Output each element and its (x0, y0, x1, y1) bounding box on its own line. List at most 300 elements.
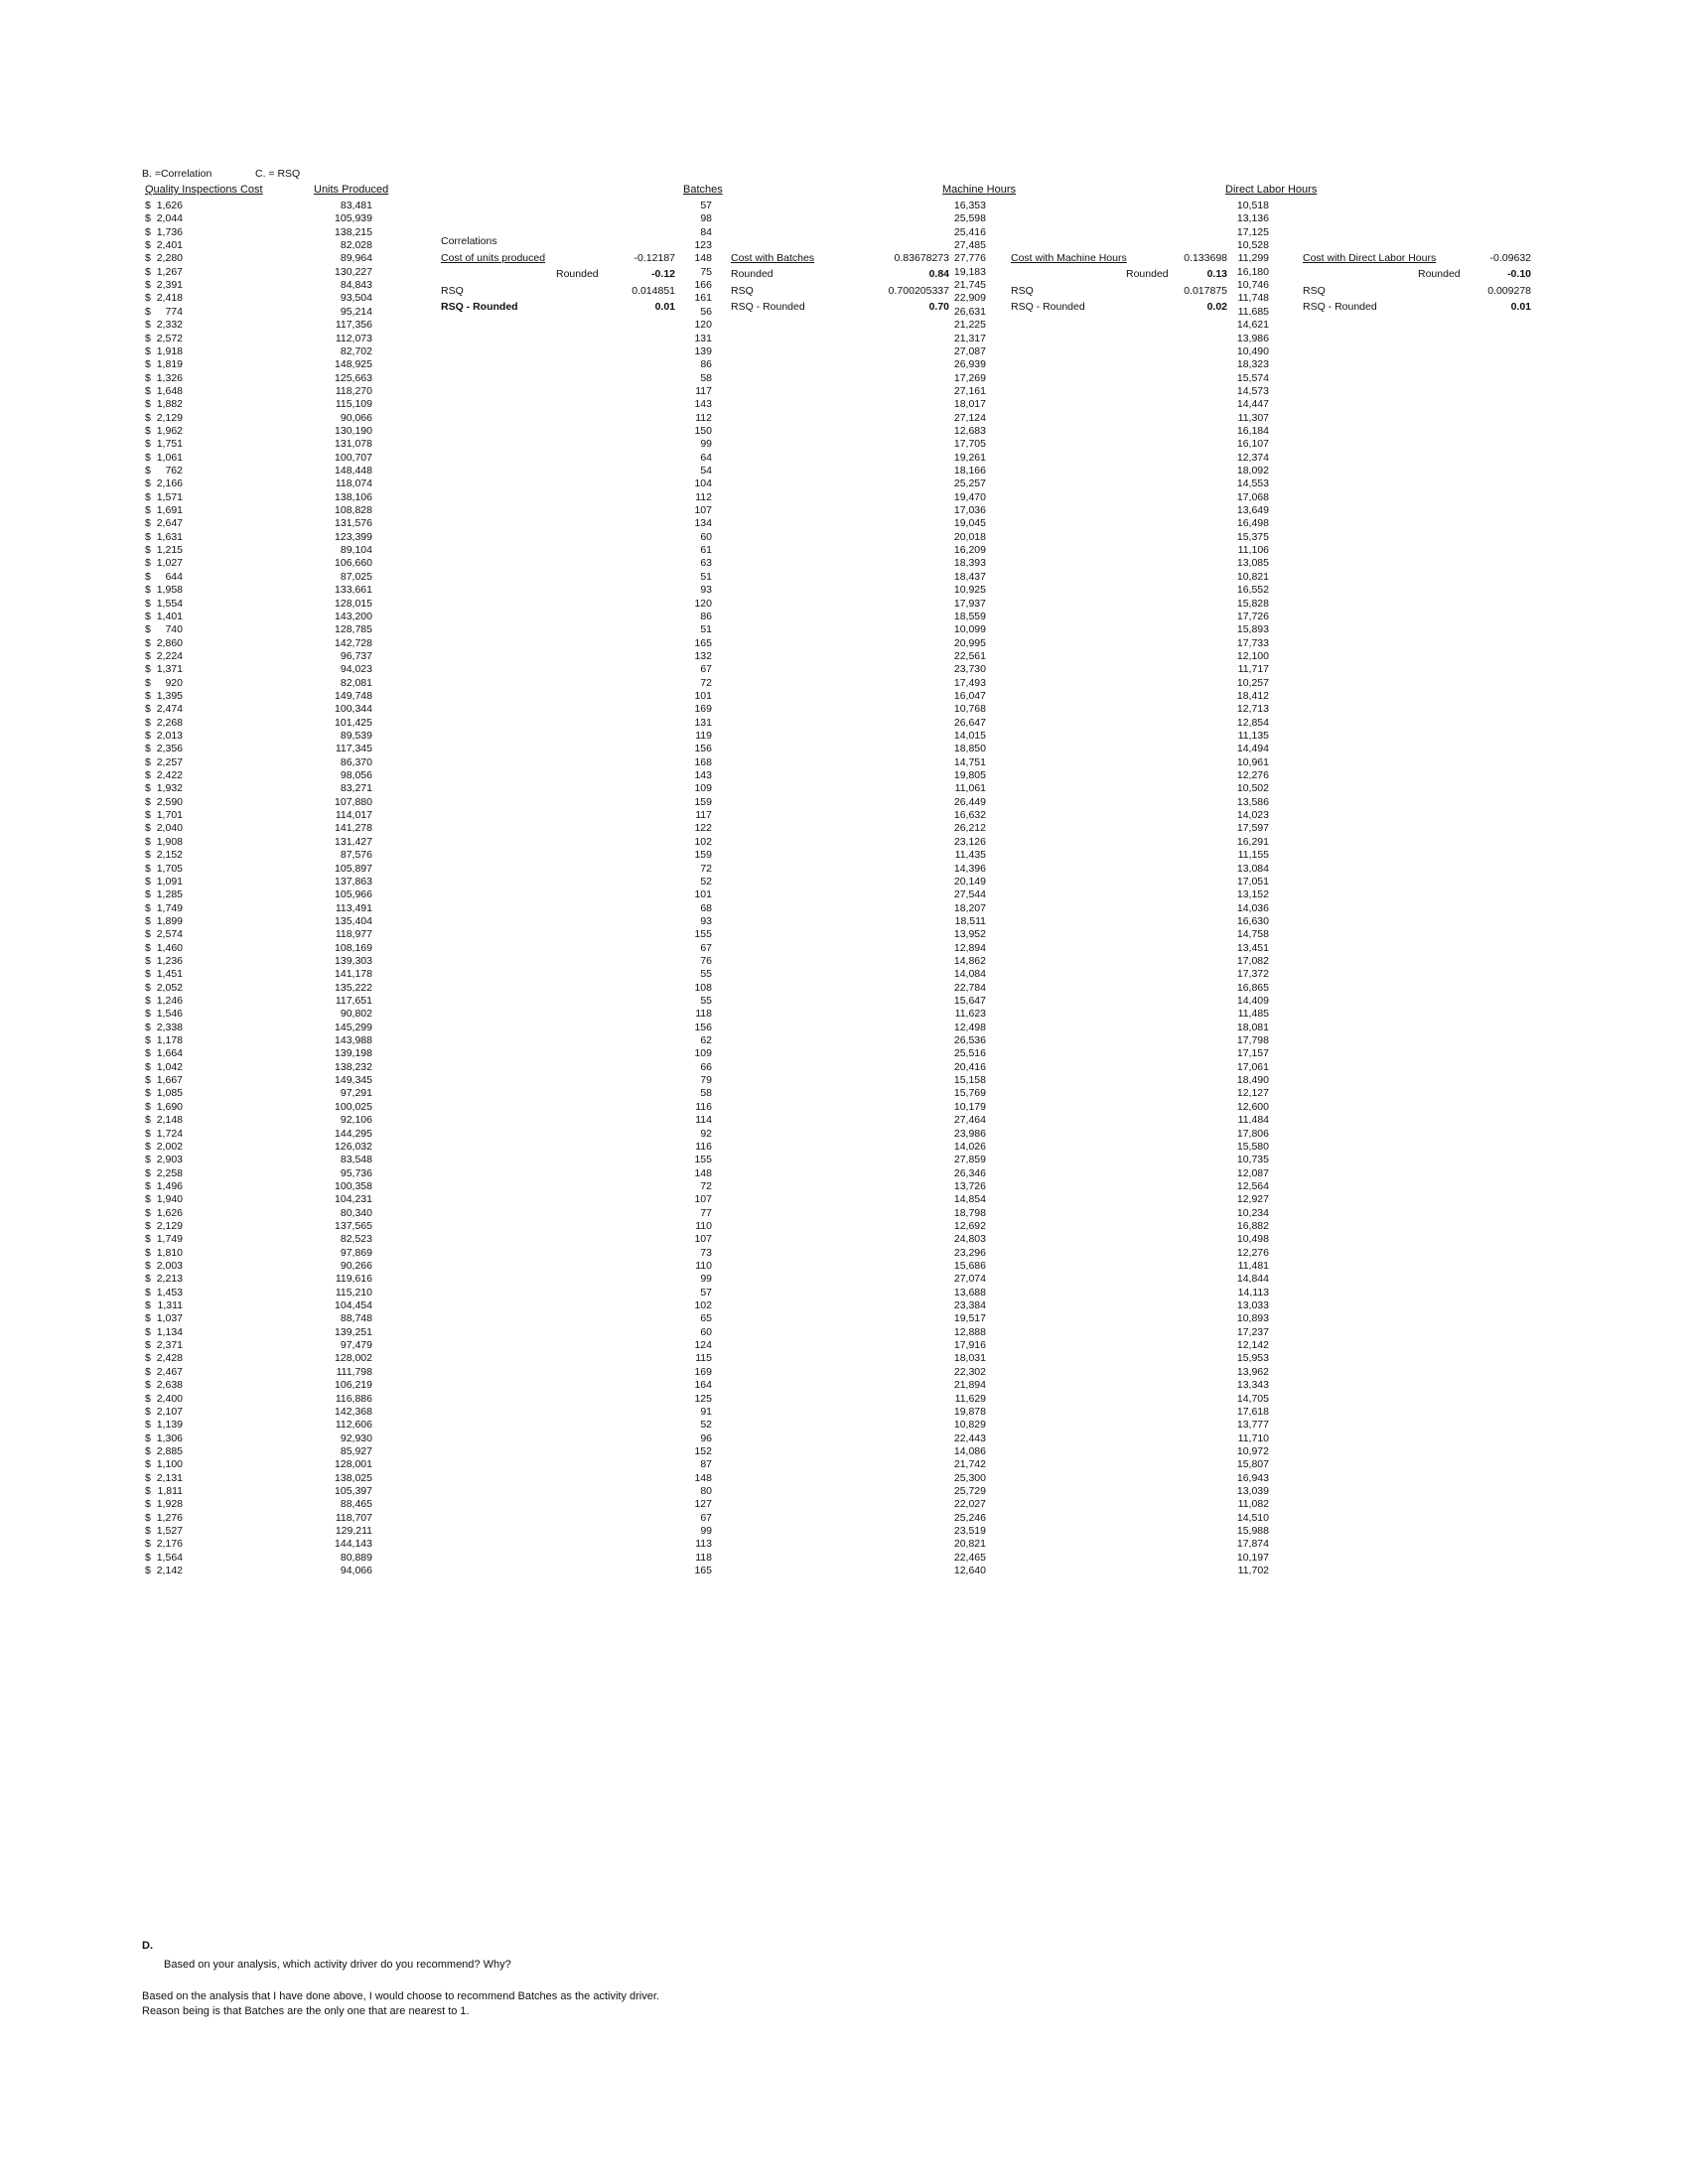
cost-cell: 1,701 (156, 809, 183, 822)
cost-cell: 1,664 (156, 1047, 183, 1060)
machine-cell: 12,640 (953, 1565, 986, 1577)
units-cell: 144,295 (335, 1127, 372, 1140)
batches-cell: 84 (700, 225, 712, 238)
cost-cell: 1,215 (156, 544, 183, 557)
labor-cell: 12,087 (1236, 1166, 1269, 1179)
batches-cell: 118 (695, 1551, 712, 1564)
dollar-sign: $ (145, 438, 151, 451)
batches-cell: 110 (695, 1260, 712, 1272)
cost-cell: 1,899 (156, 914, 183, 927)
labor-cell: 10,746 (1236, 279, 1269, 292)
batches-cell: 125 (694, 1392, 712, 1405)
cost-cell: 1,100 (156, 1458, 183, 1471)
batches-cell: 65 (700, 1312, 712, 1325)
answer-line-1: Based on the analysis that I have done above, I would choose to recommend Batches as the activity driver. (142, 1990, 659, 2002)
units-cell: 104,454 (335, 1299, 372, 1312)
cost-cell: 1,061 (156, 451, 183, 464)
labor-cell: 12,127 (1236, 1087, 1269, 1100)
machine-cell: 23,384 (953, 1299, 986, 1312)
machine-cell: 26,536 (953, 1034, 986, 1047)
labor-corr-label: Cost with Direct Labor Hours (1303, 252, 1437, 264)
dollar-sign: $ (145, 901, 151, 914)
batches-cell: 155 (694, 928, 712, 941)
cost-cell: 1,736 (156, 225, 183, 238)
dollar-sign: $ (145, 225, 151, 238)
units-cell: 100,358 (335, 1179, 372, 1192)
labor-cell: 12,374 (1236, 451, 1269, 464)
batches-cell: 76 (700, 954, 712, 967)
dollar-sign: $ (145, 1484, 151, 1497)
labor-rounded-label: Rounded (1418, 268, 1461, 280)
labor-cell: 11,155 (1237, 849, 1269, 862)
batches-cell: 68 (700, 901, 712, 914)
header-units-produced: Units Produced (314, 184, 389, 196)
batches-cell: 75 (700, 265, 712, 278)
cost-cell: 1,371 (156, 663, 183, 676)
machine-cell: 27,074 (953, 1273, 986, 1286)
batches-cell: 107 (694, 1233, 712, 1246)
cost-cell: 1,285 (156, 888, 183, 901)
units-cell: 137,863 (335, 875, 372, 887)
machine-corr-value: 0.133698 (1184, 252, 1227, 264)
labor-cell: 14,553 (1236, 478, 1269, 490)
machine-cell: 19,261 (953, 451, 986, 464)
cost-cell: 1,139 (156, 1419, 183, 1432)
dollar-sign: $ (145, 1551, 151, 1564)
cost-cell: 2,107 (156, 1405, 183, 1418)
machine-cell: 21,742 (953, 1458, 986, 1471)
header-quality-inspections-cost: Quality Inspections Cost (145, 184, 263, 196)
units-cell: 137,565 (335, 1219, 372, 1232)
batches-cell: 116 (695, 1140, 712, 1153)
machine-cell: 24,803 (953, 1233, 986, 1246)
batches-cell: 64 (700, 451, 712, 464)
labor-cell: 15,953 (1236, 1352, 1269, 1365)
cost-cell: 1,648 (156, 384, 183, 397)
batches-cell: 72 (700, 676, 712, 689)
batches-cell: 120 (694, 319, 712, 332)
machine-cell: 15,769 (953, 1087, 986, 1100)
batches-cell: 161 (694, 292, 712, 305)
dollar-sign: $ (145, 1432, 151, 1444)
machine-cell: 25,598 (953, 212, 986, 225)
cost-cell: 1,453 (156, 1286, 183, 1298)
machine-cell: 20,018 (953, 530, 986, 543)
labor-cell: 13,777 (1236, 1419, 1269, 1432)
units-cell: 118,977 (335, 928, 372, 941)
dollar-sign: $ (145, 649, 151, 662)
dollar-sign: $ (145, 1179, 151, 1192)
machine-cell: 19,045 (953, 517, 986, 530)
units-corr-label: Cost of units produced (441, 252, 546, 264)
cost-cell: 2,002 (156, 1140, 183, 1153)
cost-cell: 762 (165, 465, 183, 477)
labor-cell: 16,291 (1236, 835, 1269, 848)
machine-cell: 16,047 (953, 689, 986, 702)
machine-cell: 18,850 (953, 743, 986, 755)
batches-cell: 93 (700, 584, 712, 597)
batches-cell: 79 (700, 1074, 712, 1087)
cost-cell: 1,554 (156, 597, 183, 610)
batches-cell: 107 (694, 504, 712, 517)
cost-cell: 1,496 (156, 1179, 183, 1192)
dollar-sign: $ (145, 490, 151, 503)
dollar-sign: $ (145, 1379, 151, 1392)
labor-cell: 13,039 (1236, 1484, 1269, 1497)
cost-cell: 2,332 (156, 319, 183, 332)
machine-cell: 17,036 (953, 504, 986, 517)
units-cell: 106,660 (335, 557, 372, 570)
dollar-sign: $ (145, 252, 151, 265)
batches-rounded-value: 0.84 (928, 268, 949, 280)
labor-cell: 17,125 (1236, 225, 1269, 238)
units-cell: 89,539 (340, 730, 372, 742)
units-cell: 85,927 (340, 1444, 372, 1457)
cost-cell: 2,148 (156, 1114, 183, 1127)
machine-cell: 19,805 (953, 769, 986, 782)
labor-cell: 11,710 (1237, 1432, 1269, 1444)
cost-cell: 1,626 (156, 200, 183, 211)
dollar-sign: $ (145, 1511, 151, 1524)
batches-cell: 116 (695, 1100, 712, 1113)
labor-cell: 17,157 (1236, 1047, 1269, 1060)
machine-cell: 13,952 (953, 928, 986, 941)
units-cell: 131,078 (335, 438, 372, 451)
cost-cell: 2,224 (156, 649, 183, 662)
machine-cell: 23,519 (953, 1525, 986, 1537)
machine-cell: 15,686 (953, 1260, 986, 1272)
machine-cell: 18,559 (953, 610, 986, 622)
machine-cell: 26,449 (953, 795, 986, 808)
labor-cell: 17,806 (1236, 1127, 1269, 1140)
machine-cell: 12,683 (953, 424, 986, 437)
labor-cell: 17,798 (1236, 1034, 1269, 1047)
dollar-sign: $ (145, 517, 151, 530)
dollar-sign: $ (145, 862, 151, 875)
dollar-sign: $ (145, 1260, 151, 1272)
cost-cell: 2,401 (156, 239, 183, 252)
machine-cell: 21,225 (953, 319, 986, 332)
labor-corr-value: -0.09632 (1489, 252, 1531, 264)
units-cell: 95,214 (340, 305, 372, 318)
dollar-sign: $ (145, 1325, 151, 1338)
labor-cell: 11,481 (1237, 1260, 1269, 1272)
units-cell: 116,886 (335, 1392, 372, 1405)
units-cell: 148,448 (335, 465, 372, 477)
dollar-sign: $ (145, 1008, 151, 1021)
dollar-sign: $ (145, 1219, 151, 1232)
dollar-sign: $ (145, 1444, 151, 1457)
batches-cell: 148 (694, 252, 712, 265)
units-cell: 94,066 (340, 1565, 372, 1577)
machine-cell: 12,498 (953, 1021, 986, 1033)
cost-cell: 2,572 (156, 332, 183, 344)
batches-cell: 159 (694, 849, 712, 862)
cost-cell: 2,428 (156, 1352, 183, 1365)
dollar-sign: $ (145, 954, 151, 967)
machine-corr-label: Cost with Machine Hours (1011, 252, 1127, 264)
machine-cell: 27,485 (953, 239, 986, 252)
labor-cell: 16,107 (1236, 438, 1269, 451)
labor-cell: 12,854 (1236, 716, 1269, 729)
units-cell: 112,073 (335, 332, 372, 344)
units-cell: 139,198 (335, 1047, 372, 1060)
dollar-sign: $ (145, 1193, 151, 1206)
cost-cell: 2,044 (156, 212, 183, 225)
machine-cell: 14,084 (953, 968, 986, 981)
labor-cell: 10,498 (1236, 1233, 1269, 1246)
machine-cell: 22,784 (953, 981, 986, 994)
machine-cell: 23,296 (953, 1246, 986, 1259)
dollar-sign: $ (145, 914, 151, 927)
cost-cell: 1,928 (156, 1498, 183, 1511)
batches-cell: 165 (694, 1565, 712, 1577)
labor-cell: 12,276 (1236, 1246, 1269, 1259)
machine-cell: 19,183 (953, 265, 986, 278)
units-rsq-value: 0.014851 (632, 285, 675, 297)
units-cell: 100,344 (335, 703, 372, 716)
dollar-sign: $ (145, 1246, 151, 1259)
cost-cell: 1,705 (156, 862, 183, 875)
batches-cell: 152 (694, 1444, 712, 1457)
cost-cell: 1,690 (156, 1100, 183, 1113)
labor-cell: 11,135 (1237, 730, 1269, 742)
batches-cell: 96 (700, 1432, 712, 1444)
cost-cell: 2,574 (156, 928, 183, 941)
cost-cell: 1,401 (156, 610, 183, 622)
batches-cell: 118 (695, 1008, 712, 1021)
cost-cell: 1,042 (156, 1060, 183, 1073)
batches-cell: 99 (700, 438, 712, 451)
batches-cell: 80 (700, 1484, 712, 1497)
labor-cell: 10,518 (1236, 200, 1269, 211)
labor-cell: 17,618 (1236, 1405, 1269, 1418)
units-cell: 141,178 (335, 968, 372, 981)
units-cell: 90,066 (340, 411, 372, 424)
units-cell: 104,231 (335, 1193, 372, 1206)
machine-cell: 10,099 (953, 623, 986, 636)
dollar-sign: $ (145, 344, 151, 357)
machine-cell: 19,517 (953, 1312, 986, 1325)
machine-cell: 18,798 (953, 1206, 986, 1219)
dollar-sign: $ (145, 478, 151, 490)
units-cell: 118,707 (335, 1511, 372, 1524)
units-cell: 129,211 (335, 1525, 372, 1537)
labor-cell: 16,943 (1236, 1471, 1269, 1484)
labor-cell: 13,962 (1236, 1365, 1269, 1378)
batches-cell: 156 (694, 1021, 712, 1033)
cost-cell: 2,638 (156, 1379, 183, 1392)
machine-rsq-label: RSQ (1011, 285, 1034, 297)
machine-cell: 23,730 (953, 663, 986, 676)
units-rsq-rounded-value: 0.01 (654, 301, 675, 313)
units-cell: 82,702 (340, 344, 372, 357)
batches-cell: 117 (695, 384, 712, 397)
dollar-sign: $ (145, 981, 151, 994)
batches-cell: 122 (694, 822, 712, 835)
labor-cell: 16,630 (1236, 914, 1269, 927)
labor-cell: 13,986 (1236, 332, 1269, 344)
labor-cell: 11,748 (1237, 292, 1269, 305)
units-cell: 108,169 (335, 941, 372, 954)
units-cell: 128,002 (335, 1352, 372, 1365)
machine-rounded-label: Rounded (1126, 268, 1169, 280)
cost-cell: 2,371 (156, 1339, 183, 1352)
labor-cell: 17,051 (1236, 875, 1269, 887)
dollar-sign: $ (145, 1352, 151, 1365)
batches-rsq-label: RSQ (731, 285, 754, 297)
cost-cell: 2,467 (156, 1365, 183, 1378)
cost-cell: 2,040 (156, 822, 183, 835)
units-cell: 130,227 (335, 265, 372, 278)
cost-cell: 1,626 (156, 1206, 183, 1219)
dollar-sign: $ (145, 809, 151, 822)
dollar-sign: $ (145, 689, 151, 702)
cost-cell: 1,810 (156, 1246, 183, 1259)
batches-cell: 55 (700, 995, 712, 1007)
labor-cell: 17,068 (1236, 490, 1269, 503)
batches-cell: 61 (700, 544, 712, 557)
cost-cell: 2,142 (156, 1565, 183, 1577)
units-cell: 117,651 (335, 995, 372, 1007)
cost-cell: 2,590 (156, 795, 183, 808)
cost-cell: 2,213 (156, 1273, 183, 1286)
cost-cell: 2,647 (156, 517, 183, 530)
labor-cell: 14,510 (1236, 1511, 1269, 1524)
units-cell: 90,266 (340, 1260, 372, 1272)
batches-cell: 168 (694, 755, 712, 768)
machine-cell: 14,086 (953, 1444, 986, 1457)
cost-cell: 2,860 (156, 636, 183, 649)
batches-cell: 91 (700, 1405, 712, 1418)
dollar-sign: $ (145, 1405, 151, 1418)
header-direct-labor-hours: Direct Labor Hours (1225, 184, 1318, 196)
labor-cell: 15,807 (1236, 1458, 1269, 1471)
batches-cell: 124 (694, 1339, 712, 1352)
dollar-sign: $ (145, 1060, 151, 1073)
label-b-correlation: B. =Correlation (142, 168, 212, 180)
machine-cell: 27,544 (953, 888, 986, 901)
labor-rsq-value: 0.009278 (1487, 285, 1531, 297)
dollar-sign: $ (145, 1074, 151, 1087)
units-cell: 82,523 (340, 1233, 372, 1246)
units-cell: 83,481 (340, 200, 372, 211)
dollar-sign: $ (145, 703, 151, 716)
machine-cell: 20,821 (953, 1538, 986, 1551)
batches-cell: 60 (700, 1325, 712, 1338)
machine-cell: 22,909 (953, 292, 986, 305)
dollar-sign: $ (145, 1286, 151, 1298)
dollar-sign: $ (145, 1458, 151, 1471)
batches-rsq-value: 0.700205337 (888, 285, 949, 297)
dollar-sign: $ (145, 1498, 151, 1511)
machine-cell: 22,561 (953, 649, 986, 662)
cost-cell: 1,749 (156, 1233, 183, 1246)
cost-cell: 1,451 (156, 968, 183, 981)
dollar-sign: $ (145, 1166, 151, 1179)
cost-cell: 1,724 (156, 1127, 183, 1140)
units-rsq-label: RSQ (441, 285, 464, 297)
batches-cell: 115 (695, 1352, 712, 1365)
cost-cell: 2,422 (156, 769, 183, 782)
labor-cell: 10,234 (1236, 1206, 1269, 1219)
batches-cell: 123 (694, 239, 712, 252)
units-cell: 94,023 (340, 663, 372, 676)
cost-cell: 2,400 (156, 1392, 183, 1405)
machine-cell: 25,257 (953, 478, 986, 490)
batches-cell: 143 (694, 769, 712, 782)
cost-cell: 1,236 (156, 954, 183, 967)
labor-cell: 11,717 (1237, 663, 1269, 676)
dollar-sign: $ (145, 1538, 151, 1551)
cost-cell: 1,306 (156, 1432, 183, 1444)
dollar-sign: $ (145, 371, 151, 384)
machine-cell: 23,126 (953, 835, 986, 848)
units-cell: 92,930 (340, 1432, 372, 1444)
labor-cell: 14,494 (1236, 743, 1269, 755)
labor-cell: 15,893 (1236, 623, 1269, 636)
units-cell: 106,219 (335, 1379, 372, 1392)
labor-cell: 12,927 (1236, 1193, 1269, 1206)
labor-cell: 13,136 (1236, 212, 1269, 225)
labor-cell: 12,713 (1236, 703, 1269, 716)
question-text: Based on your analysis, which activity driver do you recommend? Why? (164, 1959, 511, 1971)
batches-cell: 169 (694, 703, 712, 716)
batches-cell: 112 (695, 490, 712, 503)
labor-cell: 15,988 (1236, 1525, 1269, 1537)
batches-corr-label: Cost with Batches (731, 252, 815, 264)
machine-cell: 14,396 (953, 862, 986, 875)
cost-cell: 1,037 (156, 1312, 183, 1325)
machine-cell: 27,161 (953, 384, 986, 397)
cost-cell: 2,280 (156, 252, 183, 265)
machine-cell: 18,031 (953, 1352, 986, 1365)
machine-cell: 18,511 (954, 914, 986, 927)
units-cell: 97,869 (340, 1246, 372, 1259)
cost-cell: 1,311 (157, 1299, 183, 1312)
labor-cell: 17,372 (1236, 968, 1269, 981)
units-cell: 87,576 (340, 849, 372, 862)
units-cell: 128,015 (335, 597, 372, 610)
machine-cell: 27,776 (953, 252, 986, 265)
answer-line-2: Reason being is that Batches are the only one that are nearest to 1. (142, 2005, 470, 2017)
dollar-sign: $ (145, 279, 151, 292)
labor-cell: 12,142 (1236, 1339, 1269, 1352)
labor-cell: 18,490 (1236, 1074, 1269, 1087)
labor-cell: 14,758 (1236, 928, 1269, 941)
labor-rsq-label: RSQ (1303, 285, 1326, 297)
machine-cell: 22,465 (953, 1551, 986, 1564)
batches-cell: 67 (700, 663, 712, 676)
dollar-sign: $ (145, 544, 151, 557)
dollar-sign: $ (145, 822, 151, 835)
machine-cell: 18,166 (953, 465, 986, 477)
batches-cell: 155 (694, 1154, 712, 1166)
labor-cell: 12,100 (1236, 649, 1269, 662)
batches-corr-value: 0.83678273 (894, 252, 949, 264)
units-cell: 138,232 (335, 1060, 372, 1073)
units-cell: 84,843 (340, 279, 372, 292)
units-cell: 97,291 (340, 1087, 372, 1100)
units-cell: 92,106 (340, 1114, 372, 1127)
machine-cell: 18,393 (953, 557, 986, 570)
machine-cell: 20,149 (953, 875, 986, 887)
labor-cell: 14,023 (1236, 809, 1269, 822)
machine-cell: 21,745 (953, 279, 986, 292)
machine-cell: 22,302 (953, 1365, 986, 1378)
dollar-sign: $ (145, 1021, 151, 1033)
batches-cell: 58 (700, 371, 712, 384)
